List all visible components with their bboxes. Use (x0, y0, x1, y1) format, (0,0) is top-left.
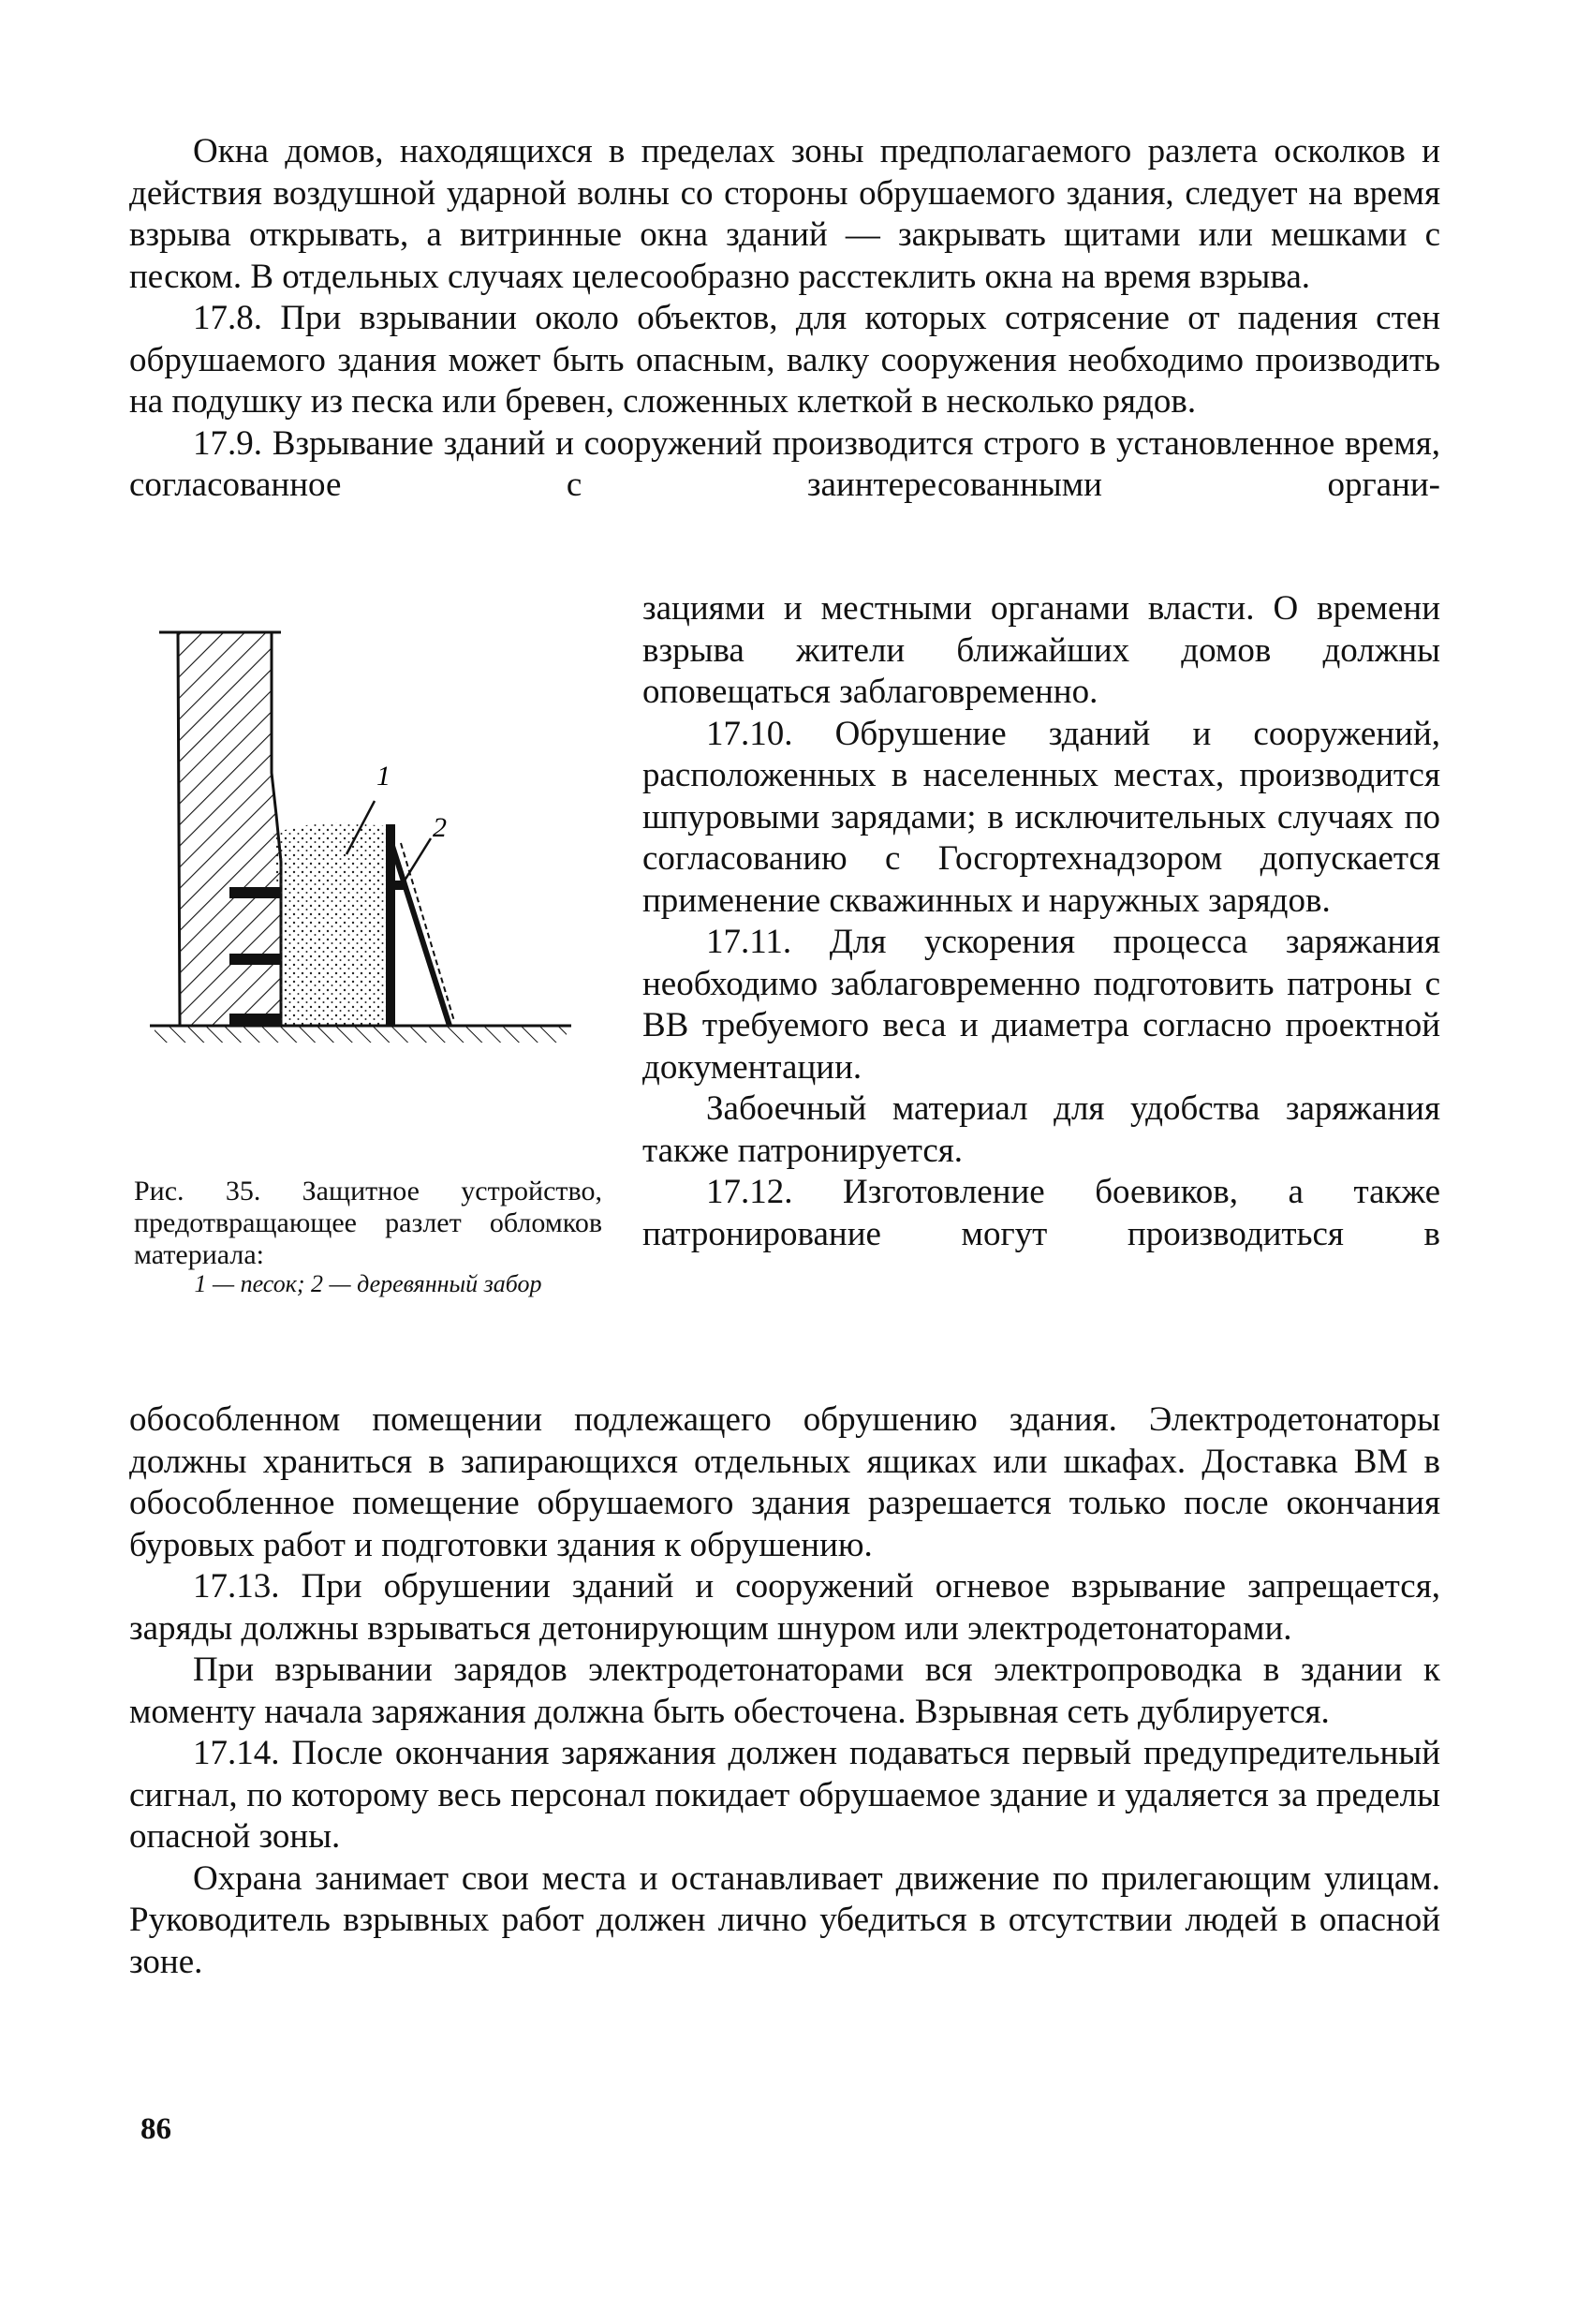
paragraph-windows: Окна домов, находящихся в пределах зоны предполагаемого разлета осколков и действия воздушной ударной волны со стороны обрушаемого здания, следует на время взрыва открывать, а витринные окна зданий — закрывать щитами или мешками с песком. В отдельных случаях целесообразно расстеклить окна на время взрыва. (129, 132, 1440, 296)
paragraph-17-12-start: 17.12. Изготовление боевиков, а также патронирование могут производиться в (642, 1173, 1440, 1253)
page-number: 86 (140, 2112, 171, 2146)
label-sand: 1 (376, 761, 391, 792)
label-fence: 2 (433, 812, 447, 843)
paragraph-17-10: 17.10. Обрушение зданий и сооружений, расположенных в населенных местах, производится шпуровыми зарядами; в исключительных случаях по согласованию с Госгортехнадзором допускается применение скважинных и наружных зарядов. (642, 714, 1440, 920)
charge-1 (229, 887, 281, 898)
bottom-text-block (129, 1399, 1440, 1983)
paragraph-17-14: 17.14. После окончания заряжания должен подаваться первый предупредительный сигнал, по которому весь персонал покидает обрушаемое здание и удаляется за пределы опасной зоны. (129, 1734, 1440, 1856)
figure-protective-device (140, 609, 623, 1152)
right-text-block (642, 588, 1440, 1255)
top-text-block (129, 131, 1440, 507)
paragraph-17-13: 17.13. При обрушении зданий и сооружений огневое взрывание запрещается, заряды должны взрываться детонирующим шнуром или электродетонаторами. (129, 1567, 1440, 1648)
paragraph-guard: Охрана занимает свои места и останавливает движение по прилегающим улицам. Руководитель взрывных работ должен лично убедиться в отсутствии людей в опасной зоне. (129, 1858, 1440, 1981)
paragraph-17-11: 17.11. Для ускорения процесса заряжания необходимо заблаговременно подготовить патроны с ВВ требуемого веса и диаметра согласно проектной документации. (642, 923, 1440, 1087)
building-wall (178, 632, 281, 1026)
caption-text: Рис. 35. Защитное устройство, предотвращающее разлет обломков материала: (134, 1176, 602, 1270)
paragraph-wiring: При взрывании зарядов электродетонаторами вся электропроводка в здании к моменту начала заряжания должна быть обесточена. Взрывная сеть дублируется. (129, 1650, 1440, 1731)
paragraph-17-8: 17.8. При взрывании около объектов, для которых сотрясение от падения стен обрушаемого здания может быть опасным, валку сооружения необходимо производить на подушку из песка или бревен, сложенных клеткой в несколько рядов. (129, 299, 1440, 421)
paragraph-17-12-cont: обособленном помещении подлежащего обрушению здания. Электродетонаторы должны храниться в запирающихся отдельных ящиках или шкафах. Доставка ВМ в обособленное помещение обрушаемого здания разрешается только после окончания буровых работ и подготовки здания к обрушению. (129, 1400, 1440, 1564)
charge-2 (229, 954, 281, 965)
caption-legend: 1 — песок; 2 — деревянный забор (194, 1270, 542, 1297)
ground (155, 1026, 567, 1043)
fence-strut (391, 843, 450, 1026)
paragraph-17-9-cont: зациями и местными органами власти. О времени взрыва жители ближайших домов должны оповещаться заблаговременно. (642, 589, 1440, 711)
protective-device-diagram (140, 609, 623, 1152)
sand-pile (273, 822, 391, 1026)
charge-3 (229, 1014, 281, 1025)
figure-caption (134, 1176, 602, 1297)
paragraph-17-9-start: 17.9. Взрывание зданий и сооружений производится строго в установленное время, согласованное с заинтересованными органи- (129, 423, 1440, 504)
paragraph-stemming: Забоечный материал для удобства заряжания также патронируется. (642, 1089, 1440, 1170)
